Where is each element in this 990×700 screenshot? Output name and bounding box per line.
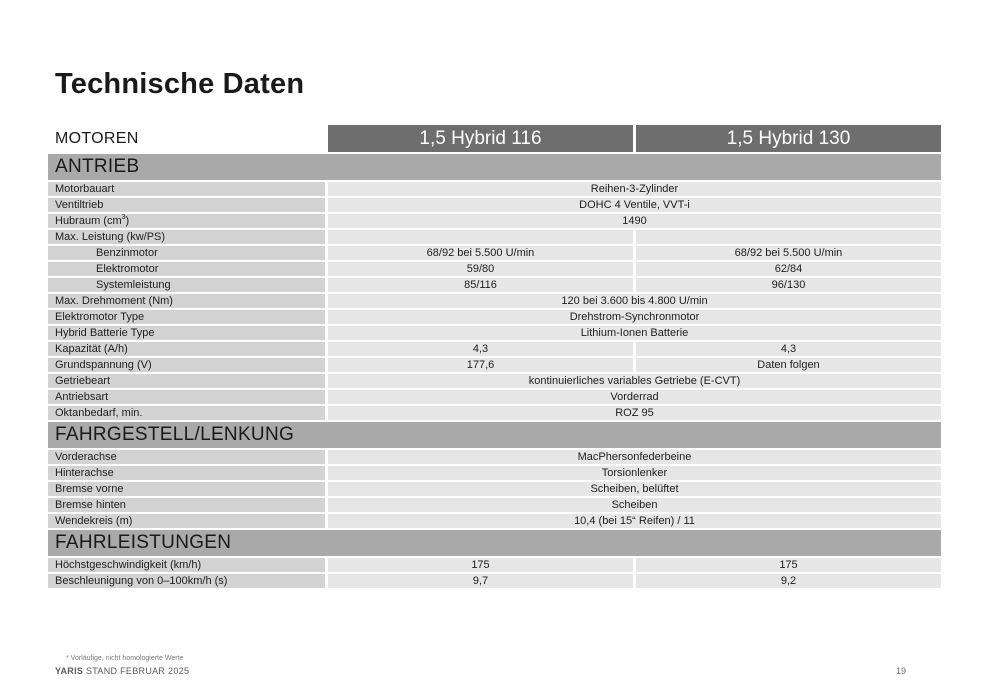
table-row — [48, 388, 941, 404]
table-row — [48, 480, 941, 496]
row-label: Ventiltrieb — [48, 196, 325, 212]
row-label: Hinterachse — [48, 464, 325, 480]
table-row — [48, 372, 941, 388]
row-value: Drehstrom-Synchronmotor — [325, 308, 941, 324]
row-value: MacPhersonfederbeine — [325, 448, 941, 464]
table-row — [48, 244, 941, 260]
row-value-1: 175 — [325, 556, 633, 572]
table-row — [48, 464, 941, 480]
row-value-2: 68/92 bei 5.500 U/min — [633, 244, 941, 260]
brand-name: YARIS — [55, 666, 84, 676]
row-label: Beschleunigung von 0–100km/h (s) — [48, 572, 325, 588]
edition-text: STAND FEBRUAR 2025 — [83, 666, 190, 676]
row-value-2: 9,2 — [633, 572, 941, 588]
table-row — [48, 404, 941, 420]
row-value: Vorderrad — [325, 388, 941, 404]
row-value-2: 4,3 — [633, 340, 941, 356]
row-value-1 — [325, 228, 633, 244]
row-value: ROZ 95 — [325, 404, 941, 420]
section-title: ANTRIEB — [48, 152, 941, 180]
row-value: Reihen-3-Zylinder — [325, 180, 941, 196]
row-label: Wendekreis (m) — [48, 512, 325, 528]
row-value-2: 62/84 — [633, 260, 941, 276]
table-row — [48, 260, 941, 276]
row-value: DOHC 4 Ventile, VVT-i — [325, 196, 941, 212]
section-fahrgestell — [48, 420, 941, 448]
row-label: Kapazität (A/h) — [48, 340, 325, 356]
row-label: Hybrid Batterie Type — [48, 324, 325, 340]
row-value-2 — [633, 228, 941, 244]
table-row — [48, 556, 941, 572]
row-value: Scheiben, belüftet — [325, 480, 941, 496]
header-model-2: 1,5 Hybrid 130 — [633, 125, 941, 152]
row-value: Torsionlenker — [325, 464, 941, 480]
row-value-2: 96/130 — [633, 276, 941, 292]
table-row — [48, 356, 941, 372]
row-value-1: 85/116 — [325, 276, 633, 292]
section-title: FAHRLEISTUNGEN — [48, 528, 941, 556]
row-value: 10,4 (bei 15“ Reifen) / 11 — [325, 512, 941, 528]
row-label: Motorbauart — [48, 180, 325, 196]
table-row — [48, 572, 941, 588]
header-motoren: MOTOREN — [48, 125, 325, 152]
spec-table — [48, 125, 941, 588]
row-label: Elektromotor Type — [48, 308, 325, 324]
page-number: 19 — [896, 666, 907, 676]
row-value-1: 68/92 bei 5.500 U/min — [325, 244, 633, 260]
row-value: Lithium-Ionen Batterie — [325, 324, 941, 340]
row-value-1: 177,6 — [325, 356, 633, 372]
row-label: Elektromotor — [48, 260, 325, 276]
table-header-row — [48, 125, 941, 152]
row-value: Scheiben — [325, 496, 941, 512]
row-label: Benzinmotor — [48, 244, 325, 260]
table-row — [48, 324, 941, 340]
row-label: Grundspannung (V) — [48, 356, 325, 372]
row-label: Bremse hinten — [48, 496, 325, 512]
row-label: Getriebeart — [48, 372, 325, 388]
row-label: Höchstgeschwindigkeit (km/h) — [48, 556, 325, 572]
row-value-1: 4,3 — [325, 340, 633, 356]
table-row — [48, 512, 941, 528]
row-label: Bremse vorne — [48, 480, 325, 496]
page-title: Technische Daten — [55, 68, 305, 100]
table-row — [48, 496, 941, 512]
section-antrieb — [48, 152, 941, 180]
row-label: Antriebsart — [48, 388, 325, 404]
table-row — [48, 196, 941, 212]
table-row — [48, 276, 941, 292]
row-value: 1490 — [325, 212, 941, 228]
row-value: kontinuierliches variables Getriebe (E-CVT) — [325, 372, 941, 388]
row-label: Oktanbedarf, min. — [48, 404, 325, 420]
row-value: 120 bei 3.600 bis 4.800 U/min — [325, 292, 941, 308]
row-value-2: Daten folgen — [633, 356, 941, 372]
row-label: Vorderachse — [48, 448, 325, 464]
table-row — [48, 340, 941, 356]
footnote: * Vorläufige, nicht homologierte Werte — [66, 655, 184, 662]
row-label: Max. Leistung (kw/PS) — [48, 228, 325, 244]
row-label: Systemleistung — [48, 276, 325, 292]
table-row — [48, 308, 941, 324]
row-label: Hubraum $(cm^3)$ — [48, 212, 325, 228]
row-label: Max. Drehmoment (Nm) — [48, 292, 325, 308]
row-value-1: 9,7 — [325, 572, 633, 588]
table-row — [48, 212, 941, 228]
row-value-1: 59/80 — [325, 260, 633, 276]
table-row — [48, 228, 941, 244]
table-row — [48, 180, 941, 196]
table-row — [48, 292, 941, 308]
header-model-1: 1,5 Hybrid 116 — [325, 125, 633, 152]
row-value-2: 175 — [633, 556, 941, 572]
footer-edition — [55, 666, 189, 676]
section-title: FAHRGESTELL/LENKUNG — [48, 420, 941, 448]
section-fahrleistungen — [48, 528, 941, 556]
table-row — [48, 448, 941, 464]
